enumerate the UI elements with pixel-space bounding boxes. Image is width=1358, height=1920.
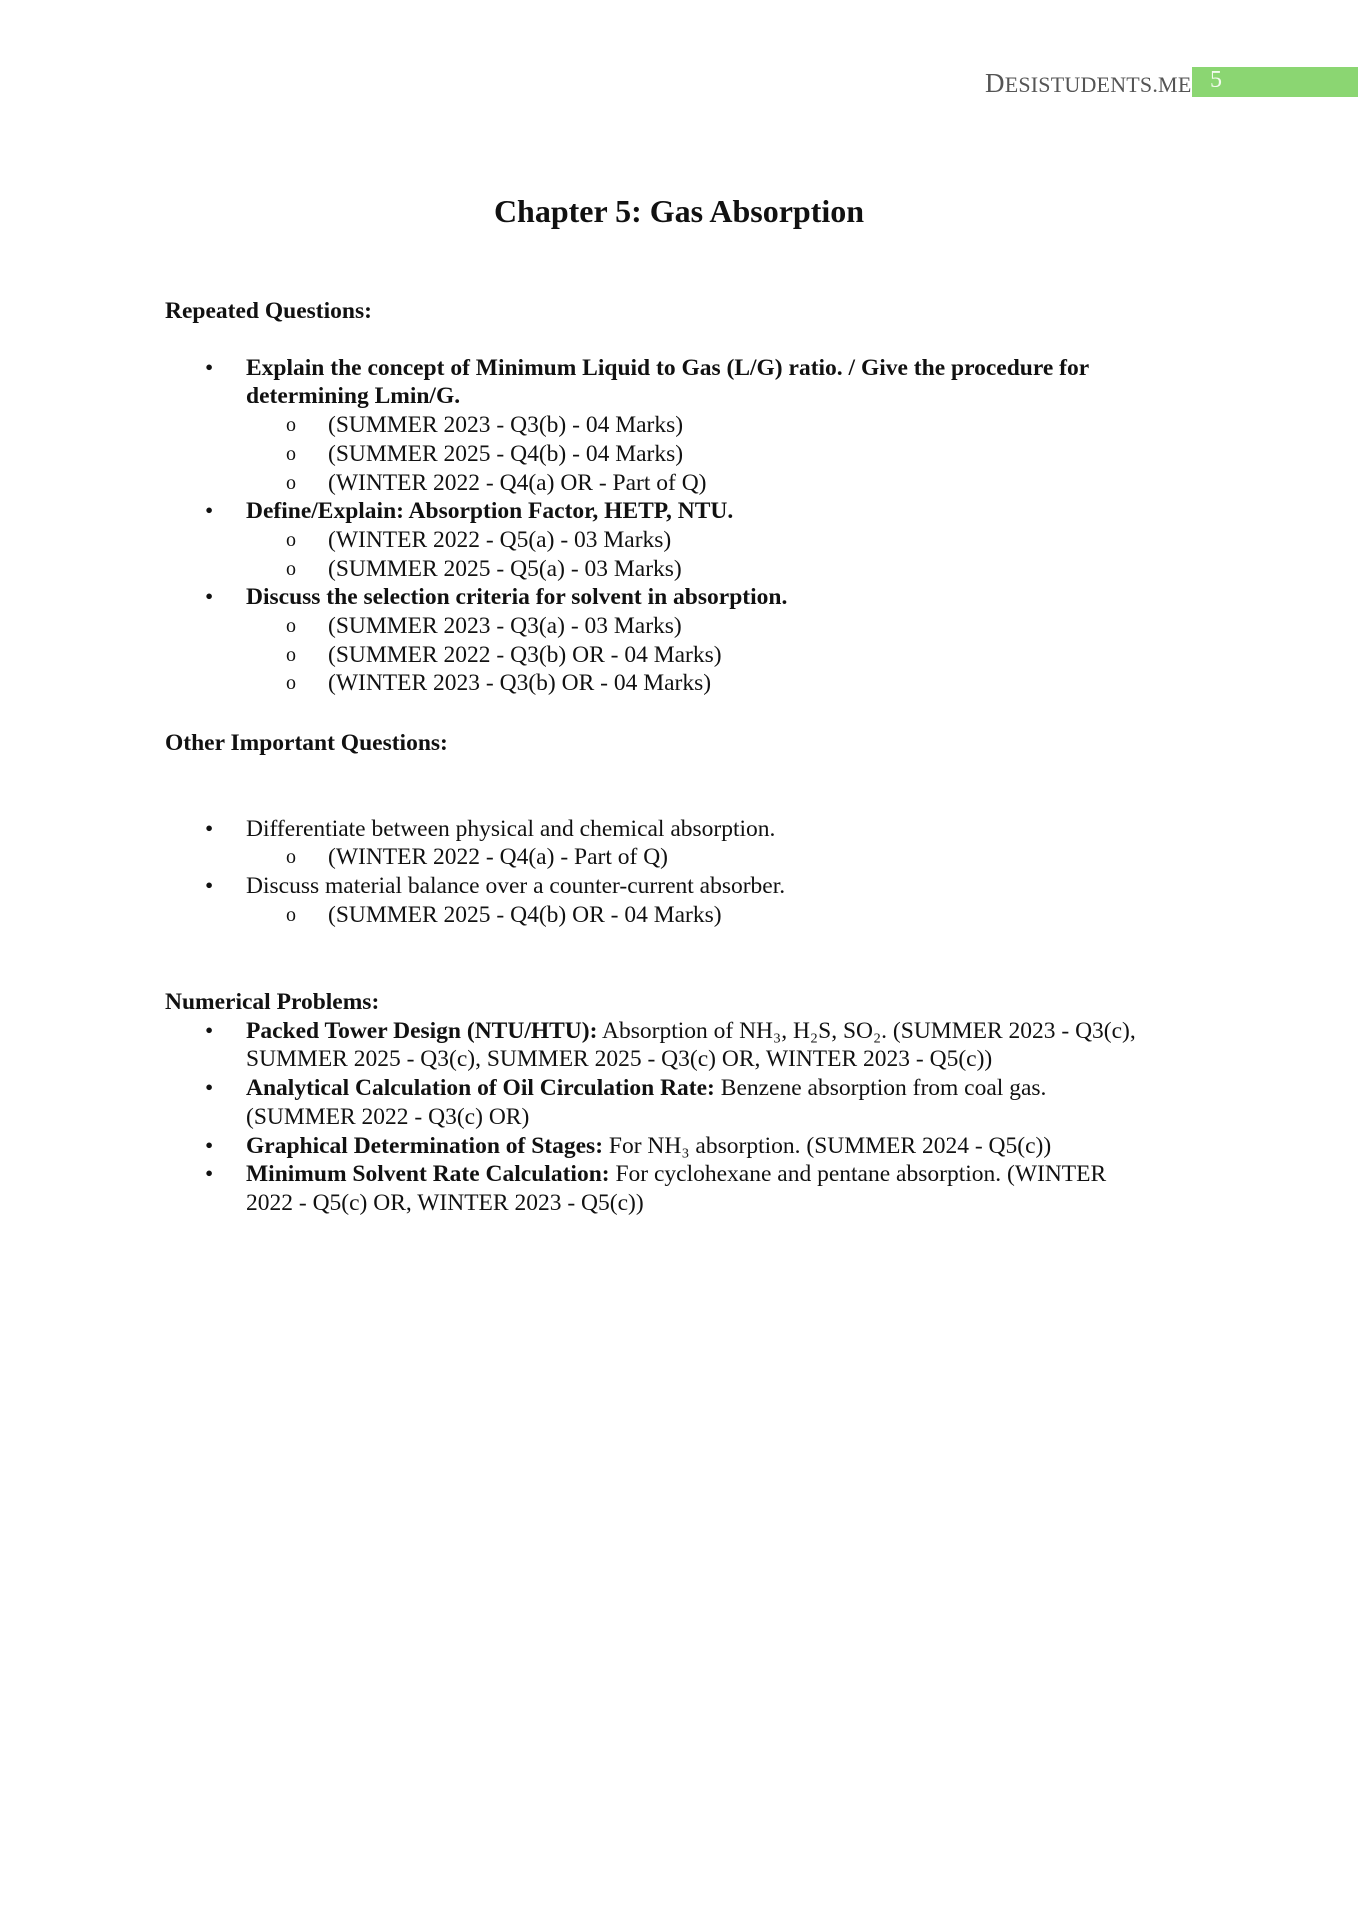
problem-text: Benzene absorption from coal gas. (SUMMER 2022 - Q3(c) OR) (246, 1075, 1047, 1130)
exam-reference: o (SUMMER 2025 - Q4(b) - 04 Marks) (165, 440, 1146, 469)
section-heading: Numerical Problems: (165, 989, 380, 1015)
exam-reference: o (SUMMER 2023 - Q3(b) - 04 Marks) (165, 411, 1146, 440)
question-text: Define/Explain: Absorption Factor, HETP, NTU. (246, 498, 734, 525)
question-list (165, 354, 1146, 698)
list-item (165, 1074, 1146, 1131)
problem-label: Graphical Determination of Stages: (246, 1132, 604, 1159)
exam-reference: o (SUMMER 2025 - Q4(b) OR - 04 Marks) (165, 901, 1146, 930)
site-name-rest: ESISTUDENTS (1004, 72, 1153, 97)
section-heading: Repeated Questions: (165, 298, 372, 324)
exam-reference: o (WINTER 2022 - Q4(a) OR - Part of Q) (165, 469, 1146, 498)
exam-reference: o (WINTER 2023 - Q3(b) OR - 04 Marks) (165, 669, 1146, 698)
exam-reference: o (SUMMER 2023 - Q3(a) - 03 Marks) (165, 612, 1146, 641)
question-text: Discuss material balance over a counter-current absorber. (246, 873, 786, 900)
list-item (165, 583, 1146, 612)
list-item (165, 1017, 1146, 1074)
list-item (165, 815, 1146, 844)
question-text: Discuss the selection criteria for solvent in absorption. (246, 584, 788, 611)
page-number: 5 (1210, 67, 1222, 93)
problem-text: For cyclohexane and pentane absorption. (WINTER 2022 - Q5(c) OR, WINTER 2023 - Q5(c)) (246, 1161, 1107, 1216)
page-number-bar (1192, 67, 1358, 97)
exam-reference: o (SUMMER 2022 - Q3(b) OR - 04 Marks) (165, 641, 1146, 670)
problem-list (165, 1017, 1146, 1218)
site-name (985, 68, 1191, 99)
exam-reference: o (WINTER 2022 - Q5(a) - 03 Marks) (165, 526, 1146, 555)
question-text: Differentiate between physical and chemical absorption. (246, 815, 776, 842)
list-item (165, 1132, 1146, 1161)
question-text: Explain the concept of Minimum Liquid to Gas (L/G) ratio. / Give the procedure for determining Lmin/G. (246, 354, 1089, 410)
other-questions-section (165, 729, 1146, 930)
list-item (165, 497, 1146, 526)
problem-label: Analytical Calculation of Oil Circulation Rate: (246, 1075, 715, 1102)
problem-label: Packed Tower Design (NTU/HTU): (246, 1017, 598, 1044)
problem-text: Absorption of NH₃, H₂S, SO₂. (SUMMER 2023 - Q3(c), SUMMER 2025 - Q3(c), SUMMER 2025 - Q3(c) OR, WINTER 2023 - Q5(c)) (246, 1017, 1136, 1073)
problem-label: Minimum Solvent Rate Calculation: (246, 1161, 610, 1188)
exam-reference: o (WINTER 2022 - Q4(a) - Part of Q) (165, 843, 1146, 872)
exam-reference: o (SUMMER 2025 - Q5(a) - 03 Marks) (165, 555, 1146, 584)
list-item (165, 1160, 1146, 1217)
chapter-title: Chapter 5: Gas Absorption (493, 193, 865, 229)
section-heading: Other Important Questions: (165, 730, 448, 756)
list-item (165, 354, 1146, 411)
question-list (165, 815, 1146, 930)
numerical-problems-section (165, 988, 1146, 1218)
repeated-questions-section (165, 297, 1146, 698)
site-name-initial: D (985, 68, 1005, 98)
site-name-suffix: .ME (1152, 72, 1192, 97)
list-item (165, 872, 1146, 901)
problem-text: For NH₃ absorption. (SUMMER 2024 - Q5(c)) (603, 1132, 1052, 1159)
